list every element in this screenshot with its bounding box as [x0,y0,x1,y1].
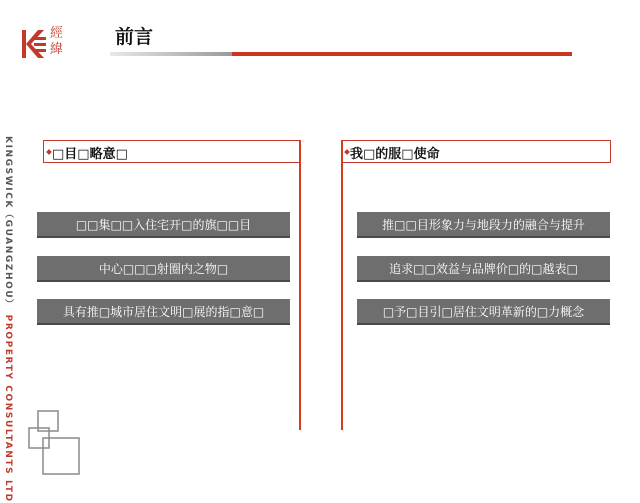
right-item-3: □予□目引□居住文明革新的□力概念 [357,299,610,325]
logo-text: 經緯 [50,26,65,57]
left-item-1: □□集□□入住宅开□的旗□□目 [37,212,290,238]
bullet-icon [46,149,52,155]
right-item-2: 追求□□效益与品牌价□的□越表□ [357,256,610,282]
left-header-underline [43,162,301,163]
page-title: 前言 [115,26,154,48]
left-item-2: 中心□□□射圈内之物□ [37,256,290,282]
decorative-squares-icon [26,410,82,476]
side-text-suffix: PROPERTY CONSULTANTS LTD [3,314,13,503]
bullet-icon [344,149,350,155]
right-column-header [341,140,611,162]
right-item-1: 推□□目形象力与地段力的融合与提升 [357,212,610,238]
side-company-text [2,136,15,503]
company-logo [22,26,76,62]
logo-mark-icon [22,28,46,60]
right-column-divider [341,140,343,430]
right-header-underline [341,162,611,163]
left-item-3: 具有推□城市居住文明□展的指□意□ [37,299,290,325]
left-column-header [43,140,301,162]
side-text-prefix: KINGSWICK（GUANGZHOU） [3,136,13,310]
left-column-divider [299,140,301,430]
right-column-heading: 我□的服□使命 [350,147,440,162]
left-column-heading: □目□略意□ [52,147,128,162]
title-rule [110,52,572,56]
